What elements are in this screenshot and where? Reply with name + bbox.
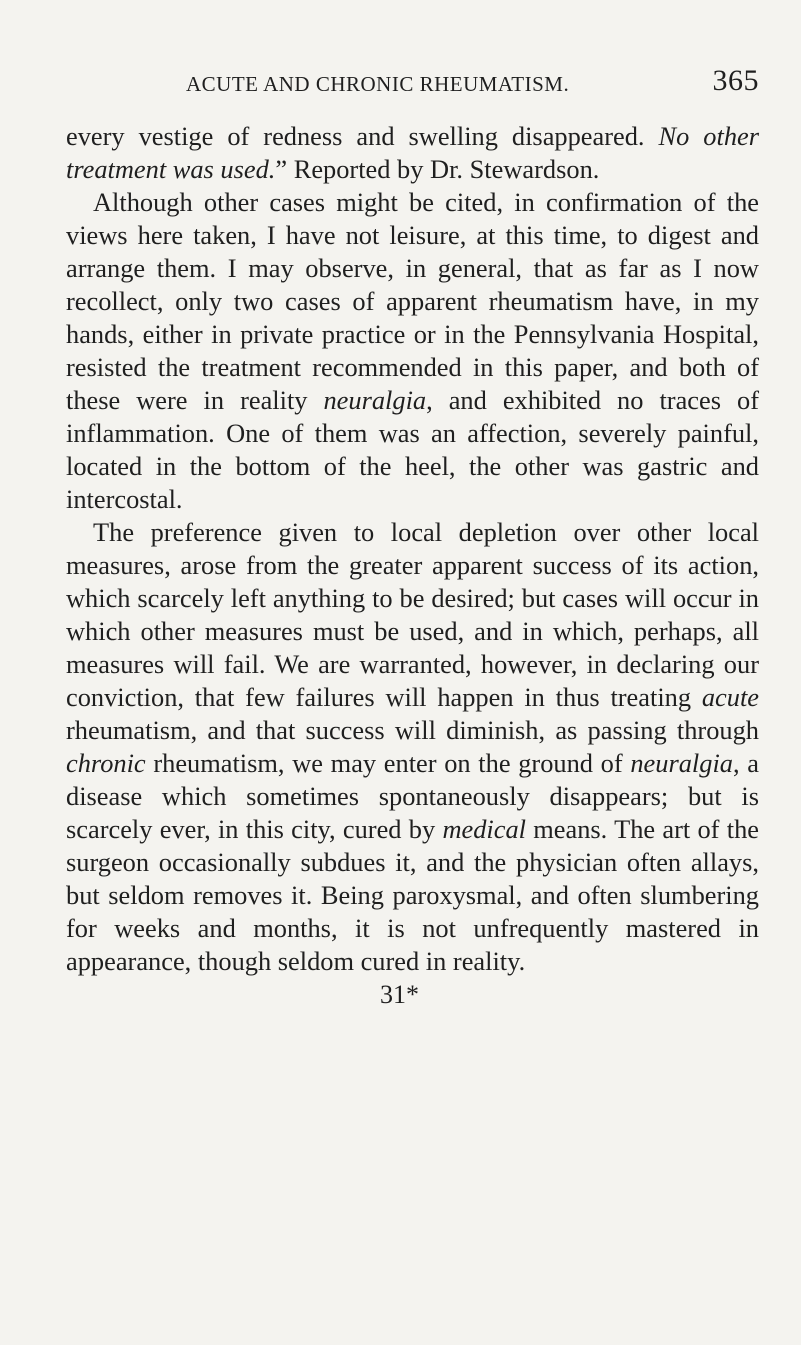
- text-segment: The preference given to local depletion over other local measures, arose from the greater apparent success of its action, which scarcely left anything to be desired; but cases will occur in which other measures must be used, and in which, perhaps, all measures will fail. We are warranted, however, in declaring our conviction, that few failures will happen in thus treating: [66, 517, 759, 712]
- text-segment: rheumatism, we may enter on the ground of: [145, 748, 631, 778]
- text-segment: means. The art of the surgeon occasionally subdues it, and the physician often allays, but seldom removes it. Being paroxysmal, and often slumbering for weeks and months, it is not unfrequently mastered in appearance, though seldom cured in reality.: [66, 814, 759, 976]
- paragraph-2: [66, 186, 759, 516]
- italic-segment: neuralgia: [323, 385, 427, 415]
- page-number: 365: [712, 64, 759, 97]
- text-segment: every vestige of redness and swelling disappeared.: [66, 121, 659, 151]
- text-segment: rheumatism, and that success will diminish, as passing through: [66, 715, 759, 745]
- signature-mark: 31*: [380, 980, 419, 1009]
- italic-segment: neuralgia: [630, 748, 733, 778]
- italic-segment: medical: [442, 814, 526, 844]
- running-head: [66, 60, 759, 100]
- italic-segment: chronic: [66, 748, 146, 778]
- text-segment: ” Reported by Dr. Stewardson.: [275, 154, 600, 184]
- italic-segment: No other treatment was used.: [66, 121, 760, 184]
- text-segment: Although other cases might be cited, in confirmation of the views here taken, I have not leisure, at this time, to digest and arrange them. I may observe, in general, that as far as I now recollect, only two cases of apparent rheumatism have, in my hands, either in private practice or in the Pennsylvania Hospital, resisted the treatment recommended in this paper, and both of these were in reality: [66, 187, 759, 415]
- running-title: ACUTE AND CHRONIC RHEUMATISM.: [186, 72, 570, 96]
- paragraph-1: [66, 120, 759, 186]
- italic-segment: acute: [701, 682, 759, 712]
- text-segment: , a disease which sometimes spontaneously disappears; but is scarcely ever, in this city, cured by: [66, 748, 759, 844]
- body-text: [66, 120, 759, 978]
- text-segment: , and exhibited no traces of inflammation. One of them was an affection, severely painful, located in the bottom of the heel, the other was gastric and intercostal.: [66, 385, 759, 514]
- paragraph-3: [66, 516, 759, 978]
